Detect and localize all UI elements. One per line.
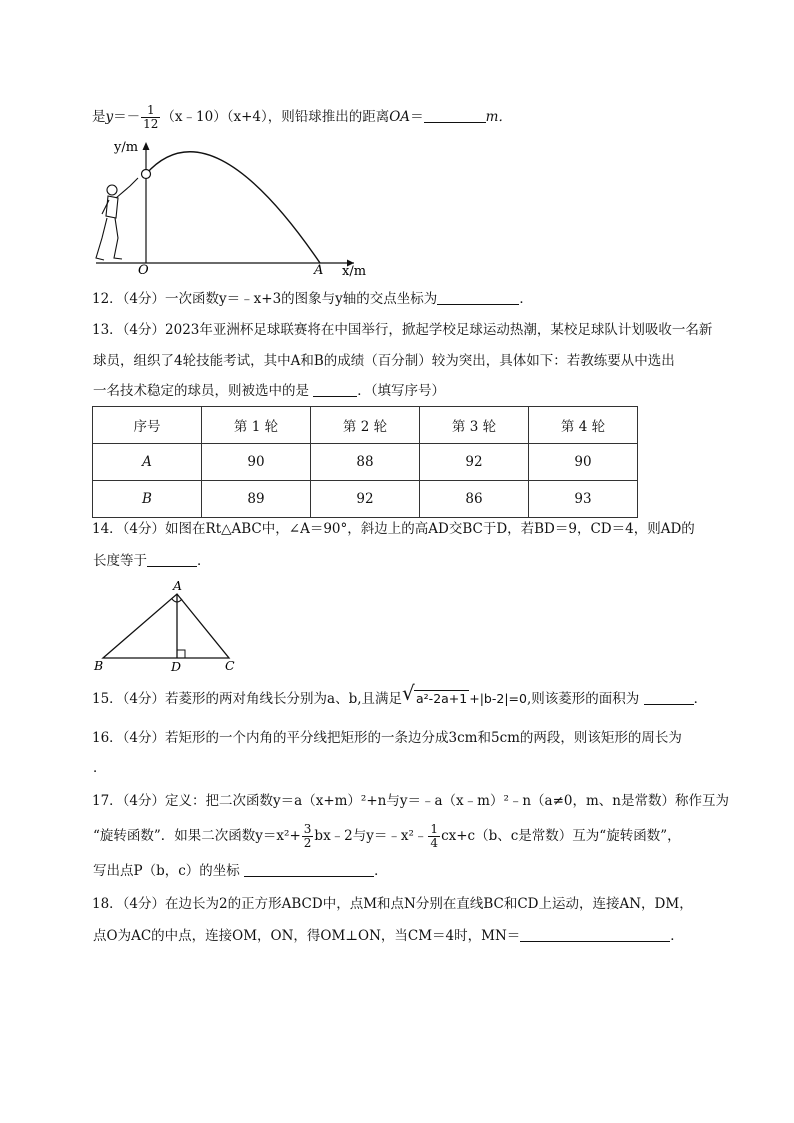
q17-text-2c: cx+c（b、c是常数）互为“旋转函数”， bbox=[441, 828, 681, 844]
vertex-a-label: A bbox=[173, 578, 183, 593]
table-header-cell: 第 1 轮 bbox=[202, 407, 311, 444]
q17-end: ． bbox=[374, 863, 388, 879]
q15 bbox=[92, 681, 708, 709]
q13-number: 13．（4分） bbox=[92, 322, 166, 338]
q14-answer-blank[interactable] bbox=[147, 552, 197, 567]
q13-line2 bbox=[93, 351, 675, 371]
vertex-d-label: D bbox=[171, 659, 182, 673]
q14-text-1: 如图在Rt△ABC中，∠A＝90°，斜边上的高AD交BC于D，若BD＝9，CD＝4，则AD的 bbox=[165, 521, 695, 537]
q13-text-3b: ．（填写序号） bbox=[357, 383, 446, 399]
y-axis-arrow bbox=[143, 142, 150, 150]
q17-text-3: 写出点P（b，c）的坐标 bbox=[93, 863, 240, 879]
q17-text-1: 定义：把二次函数y＝a（x+m）²+n与y＝﹣a（x﹣m）²﹣n（a≠0，m、n是常数）称作互为 bbox=[165, 793, 729, 809]
right-angle-mark-d bbox=[177, 650, 185, 658]
q13-text-1: 2023年亚洲杯足球联赛将在中国举行，掀起学校足球运动热潮，某校足球队计划吸收一名新 bbox=[165, 322, 713, 338]
q17-number: 17．（4分） bbox=[92, 793, 166, 809]
q14-number: 14．（4分） bbox=[92, 521, 166, 537]
q16-number: 16．（4分） bbox=[92, 730, 166, 746]
q11-answer-blank[interactable] bbox=[424, 108, 486, 123]
q15-end: ． bbox=[693, 691, 708, 707]
origin-label: O bbox=[138, 263, 149, 278]
table-cell: A bbox=[93, 444, 202, 481]
q15-number: 15．（4分） bbox=[92, 691, 166, 707]
q12-end: ． bbox=[519, 291, 533, 307]
q17-frac2-num: 1 bbox=[430, 822, 439, 836]
q13-line1 bbox=[92, 320, 712, 340]
q16-text-2: ． bbox=[93, 760, 107, 776]
q15-sqrt bbox=[402, 681, 469, 709]
q18-answer-blank[interactable] bbox=[520, 927, 670, 942]
q13-text-2: 球员，组织了4轮技能考试，其中A和B的成绩（百分制）较为突出，具体如下：若教练要从中选出 bbox=[93, 353, 675, 369]
y-axis-label: y/m bbox=[114, 140, 139, 155]
q18-end: ． bbox=[670, 928, 684, 944]
table-cell: B bbox=[93, 481, 202, 518]
q12 bbox=[92, 289, 533, 309]
q11-eq: ＝－ bbox=[113, 109, 141, 125]
q18-text-2: 点O为AC的中点，连接OM，ON，得OM⊥ON，当CM＝4时，MN＝ bbox=[93, 928, 521, 944]
q18-line1 bbox=[92, 894, 693, 914]
q17-fraction-1 bbox=[302, 823, 314, 850]
table-cell: 90 bbox=[529, 444, 638, 481]
q16-line1 bbox=[92, 728, 682, 748]
q16-text-1: 若矩形的一个内角的平分线把矩形的一条边分成3cm和5cm的两段，则该矩形的周长为 bbox=[165, 730, 682, 746]
q17-text-2a: “旋转函数”．如果二次函数y＝x²+ bbox=[93, 828, 301, 844]
table-cell: 93 bbox=[529, 481, 638, 518]
table-cell: 92 bbox=[420, 444, 529, 481]
table-header-cell: 第 3 轮 bbox=[420, 407, 529, 444]
q18-line2 bbox=[93, 926, 684, 946]
x-axis-label: x/m bbox=[342, 264, 367, 278]
trajectory-curve bbox=[146, 152, 320, 263]
table-cell: 88 bbox=[311, 444, 420, 481]
q15-text-2: ,则该菱形的面积为 bbox=[526, 691, 640, 707]
q15-text: 若菱形的两对角线长分别为a、b,且满足 bbox=[165, 691, 403, 707]
q11-fraction bbox=[141, 104, 160, 131]
shotput-figure bbox=[92, 138, 382, 278]
table-cell: 90 bbox=[202, 444, 311, 481]
q11-prefix: 是 bbox=[92, 109, 106, 125]
q14-line1 bbox=[92, 519, 695, 539]
q17-line1 bbox=[92, 791, 729, 811]
q13-line3 bbox=[93, 381, 445, 401]
q15-answer-blank[interactable] bbox=[644, 690, 694, 705]
q11-oa: OA bbox=[389, 109, 411, 125]
q17-frac1-num: 3 bbox=[303, 822, 312, 836]
shotput-ball bbox=[142, 170, 151, 179]
q16-line2 bbox=[93, 758, 107, 778]
q14-line2 bbox=[93, 551, 211, 571]
q13-answer-blank[interactable] bbox=[313, 382, 357, 397]
sqrt-icon: √ bbox=[402, 681, 415, 705]
triangle-figure bbox=[92, 578, 252, 673]
q11-unit: m． bbox=[485, 109, 512, 125]
q11-frac-den: 12 bbox=[143, 117, 159, 131]
table-header-row bbox=[93, 407, 638, 444]
table-cell: 86 bbox=[420, 481, 529, 518]
q17-fraction-2 bbox=[428, 823, 440, 850]
q17-frac1-den: 2 bbox=[303, 836, 312, 850]
q12-number: 12．（4分） bbox=[92, 291, 166, 307]
q17-line2 bbox=[93, 823, 681, 850]
q14-end: ． bbox=[197, 553, 211, 569]
q11-frac-num: 1 bbox=[141, 104, 160, 118]
q18-text-1: 在边长为2的正方形ABCD中，点M和点N分别在直线BC和CD上运动，连接AN，DM， bbox=[165, 896, 693, 912]
q11-formula-rest: （x﹣10）（x+4），则铅球推出的距离 bbox=[161, 109, 390, 125]
vertex-b-label: B bbox=[94, 658, 104, 673]
q13-text-3a: 一名技术稳定的球员，则被选中的是 bbox=[93, 383, 309, 399]
q11-line bbox=[92, 104, 512, 131]
q11-y: y bbox=[105, 109, 114, 125]
q12-answer-blank[interactable] bbox=[437, 290, 519, 305]
q11-eq2: ＝ bbox=[410, 109, 424, 125]
table-cell: 92 bbox=[311, 481, 420, 518]
table-header-cell: 第 2 轮 bbox=[311, 407, 420, 444]
triangle-abc bbox=[103, 594, 229, 658]
score-table bbox=[92, 406, 638, 518]
q17-frac2-den: 4 bbox=[430, 836, 439, 850]
q15-abs: +|b-2|=0 bbox=[469, 691, 527, 706]
point-a-label: A bbox=[314, 263, 324, 278]
table-header-cell: 序号 bbox=[93, 407, 202, 444]
q15-radicand: a²-2a+1 bbox=[416, 691, 468, 706]
table-row bbox=[93, 444, 638, 481]
q18-number: 18．（4分） bbox=[92, 896, 166, 912]
q17-text-2b: bx﹣2与y＝﹣x²﹣ bbox=[314, 828, 428, 844]
table-row bbox=[93, 481, 638, 518]
table-header-cell: 第 4 轮 bbox=[529, 407, 638, 444]
q17-line3 bbox=[93, 861, 388, 881]
table-cell: 89 bbox=[202, 481, 311, 518]
q12-text: 一次函数y＝﹣x+3的图象与y轴的交点坐标为 bbox=[165, 291, 438, 307]
vertex-c-label: C bbox=[225, 658, 235, 673]
q17-answer-blank[interactable] bbox=[244, 862, 374, 877]
q14-text-2: 长度等于 bbox=[93, 553, 147, 569]
thrower-figure bbox=[96, 178, 138, 260]
